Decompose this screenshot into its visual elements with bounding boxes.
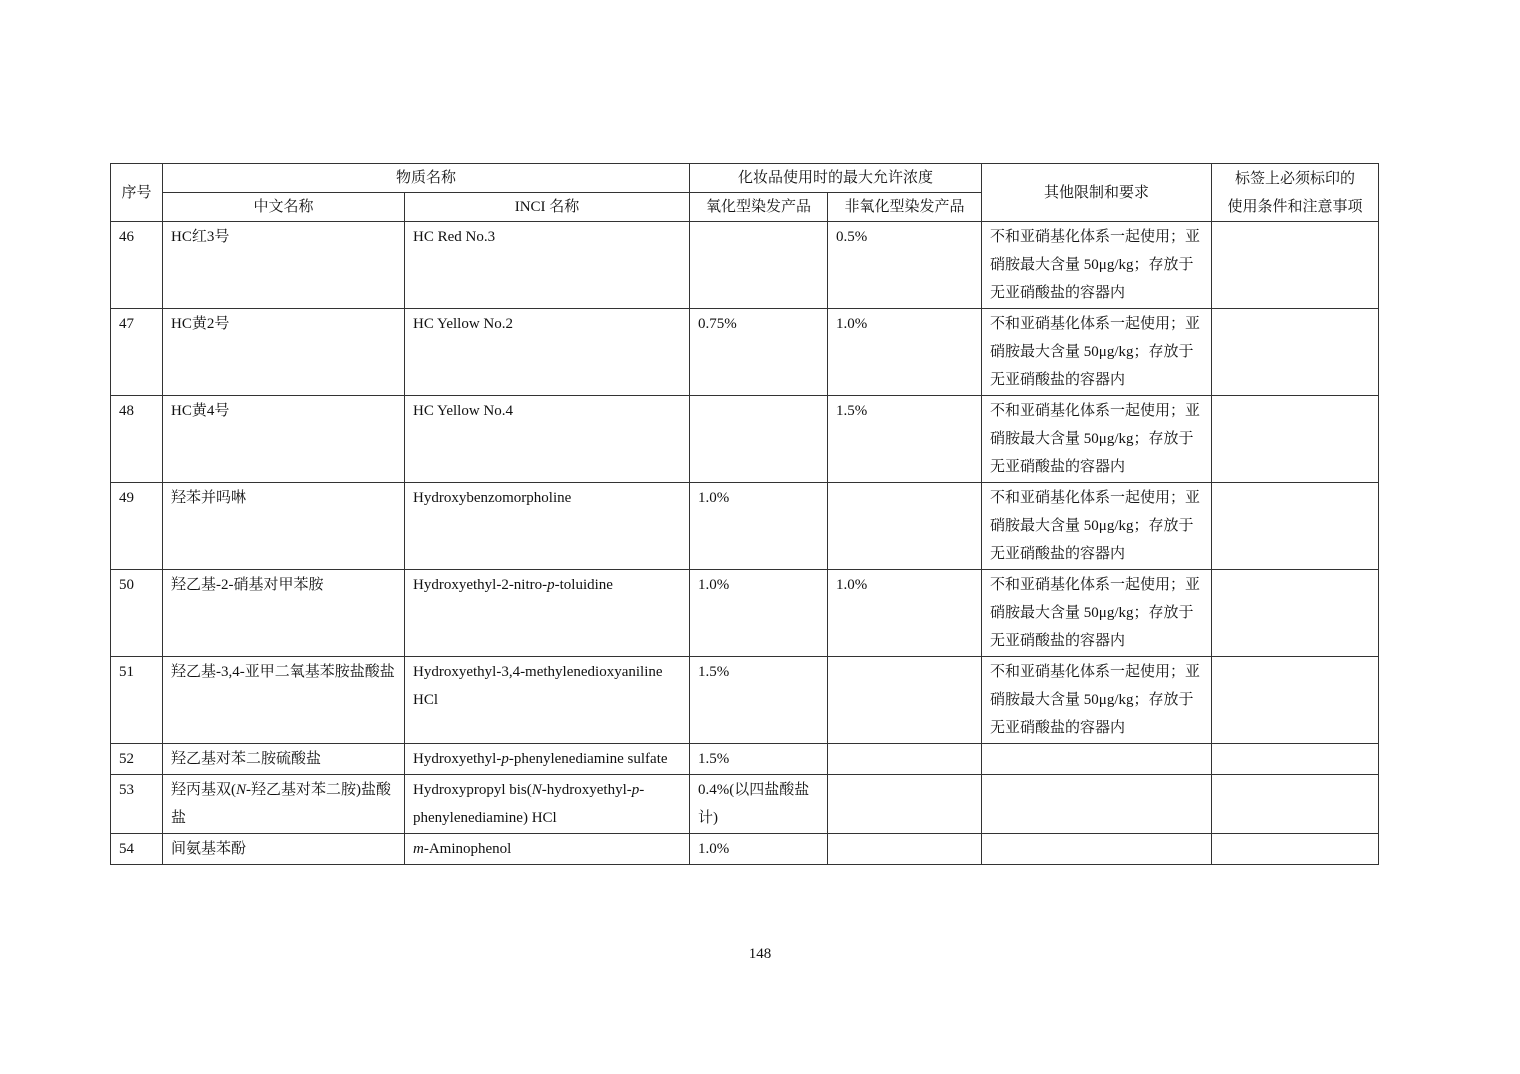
cell-label-conditions [1212,775,1379,834]
cell-non-oxidative: 1.0% [828,570,982,657]
cell-no: 51 [111,657,163,744]
cell-oxidative: 0.75% [690,309,828,396]
table-row [111,834,1379,865]
cell-non-oxidative: 0.5% [828,222,982,309]
header-label-conditions [1212,164,1379,222]
cell-label-conditions [1212,744,1379,775]
header-substance-name: 物质名称 [163,164,690,193]
cell-other-limits [982,775,1212,834]
cell-other-limits: 不和亚硝基化体系一起使用；亚硝胺最大含量 50μg/kg；存放于无亚硝酸盐的容器内 [982,657,1212,744]
cell-chinese-name: 羟乙基对苯二胺硫酸盐 [163,744,405,775]
table-row [111,657,1379,744]
table-body [111,222,1379,865]
cell-other-limits [982,834,1212,865]
header-non-oxidative: 非氧化型染发产品 [828,193,982,222]
cell-label-conditions [1212,222,1379,309]
header-inci-name: INCI 名称 [405,193,690,222]
cell-oxidative: 1.0% [690,483,828,570]
cell-inci-name: HC Yellow No.2 [405,309,690,396]
cell-label-conditions [1212,657,1379,744]
cell-non-oxidative [828,657,982,744]
header-chinese-name: 中文名称 [163,193,405,222]
cell-oxidative: 1.5% [690,744,828,775]
cell-oxidative [690,396,828,483]
cell-no: 53 [111,775,163,834]
header-label-line2: 使用条件和注意事项 [1227,198,1363,215]
cell-no: 48 [111,396,163,483]
cell-oxidative: 0.4%(以四盐酸盐计) [690,775,828,834]
cell-inci-name: HC Red No.3 [405,222,690,309]
table-row [111,396,1379,483]
cell-oxidative: 1.0% [690,834,828,865]
table-row [111,775,1379,834]
cell-other-limits: 不和亚硝基化体系一起使用；亚硝胺最大含量 50μg/kg；存放于无亚硝酸盐的容器内 [982,222,1212,309]
cell-non-oxidative [828,834,982,865]
header-other-limits: 其他限制和要求 [982,164,1212,222]
table-row [111,309,1379,396]
cell-other-limits [982,744,1212,775]
cell-label-conditions [1212,570,1379,657]
cell-no: 47 [111,309,163,396]
cell-chinese-name: 羟苯并吗啉 [163,483,405,570]
cell-no: 49 [111,483,163,570]
table-row [111,570,1379,657]
cell-label-conditions [1212,834,1379,865]
cell-chinese-name: 羟丙基双(N-羟乙基对苯二胺)盐酸盐 [163,775,405,834]
cell-chinese-name: 羟乙基-3,4-亚甲二氧基苯胺盐酸盐 [163,657,405,744]
cell-non-oxidative: 1.0% [828,309,982,396]
cell-inci-name: Hydroxyethyl-3,4-methylenedioxyaniline HCl [405,657,690,744]
cell-other-limits: 不和亚硝基化体系一起使用；亚硝胺最大含量 50μg/kg；存放于无亚硝酸盐的容器内 [982,483,1212,570]
cell-chinese-name: HC红3号 [163,222,405,309]
cell-oxidative [690,222,828,309]
cell-label-conditions [1212,309,1379,396]
header-no: 序号 [111,164,163,222]
cell-inci-name: Hydroxyethyl-2-nitro-p-toluidine [405,570,690,657]
cell-non-oxidative [828,483,982,570]
cell-inci-name: Hydroxypropyl bis(N-hydroxyethyl-p-phenylenediamine) HCl [405,775,690,834]
cell-oxidative: 1.5% [690,657,828,744]
table-row [111,744,1379,775]
cell-chinese-name: HC黄4号 [163,396,405,483]
cell-other-limits: 不和亚硝基化体系一起使用；亚硝胺最大含量 50μg/kg；存放于无亚硝酸盐的容器内 [982,309,1212,396]
cell-inci-name: m-Aminophenol [405,834,690,865]
header-max-concentration: 化妆品使用时的最大允许浓度 [690,164,982,193]
cell-chinese-name: 间氨基苯酚 [163,834,405,865]
cell-oxidative: 1.0% [690,570,828,657]
cell-chinese-name: 羟乙基-2-硝基对甲苯胺 [163,570,405,657]
table-row [111,222,1379,309]
substance-table [110,163,1379,865]
cell-no: 54 [111,834,163,865]
cell-chinese-name: HC黄2号 [163,309,405,396]
cell-label-conditions [1212,396,1379,483]
cell-no: 50 [111,570,163,657]
cell-non-oxidative [828,775,982,834]
cell-non-oxidative [828,744,982,775]
cell-inci-name: HC Yellow No.4 [405,396,690,483]
cell-label-conditions [1212,483,1379,570]
cell-inci-name: Hydroxybenzomorpholine [405,483,690,570]
page-number: 148 [748,946,772,962]
table-row [111,483,1379,570]
cell-other-limits: 不和亚硝基化体系一起使用；亚硝胺最大含量 50μg/kg；存放于无亚硝酸盐的容器内 [982,570,1212,657]
cell-other-limits: 不和亚硝基化体系一起使用；亚硝胺最大含量 50μg/kg；存放于无亚硝酸盐的容器内 [982,396,1212,483]
table-header [111,164,1379,222]
header-oxidative: 氧化型染发产品 [690,193,828,222]
header-label-line1: 标签上必须标印的 [1235,170,1356,187]
cell-non-oxidative: 1.5% [828,396,982,483]
cell-no: 46 [111,222,163,309]
cell-no: 52 [111,744,163,775]
cell-inci-name: Hydroxyethyl-p-phenylenediamine sulfate [405,744,690,775]
